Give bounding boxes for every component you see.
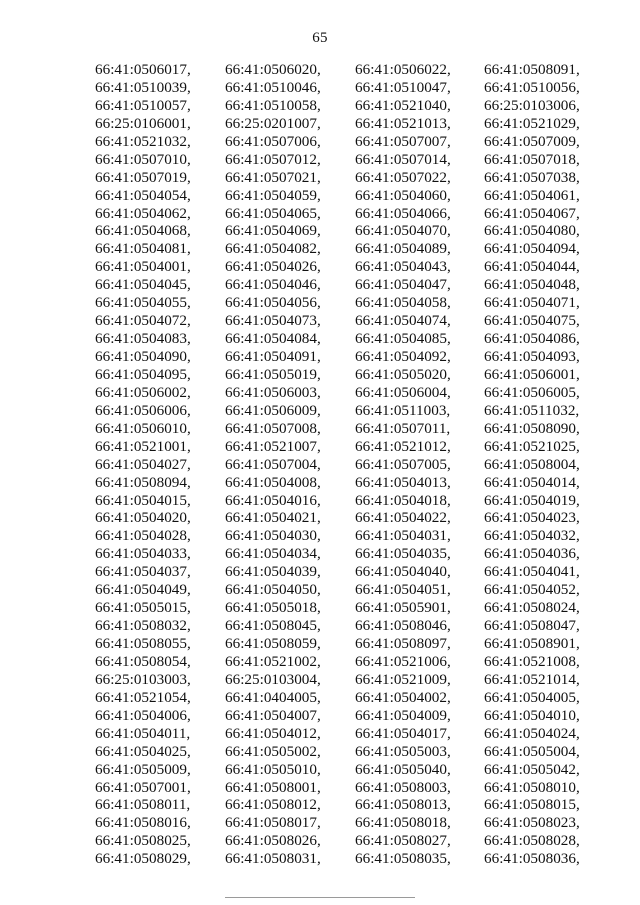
cadastral-number: 66:41:0504005,: [484, 688, 580, 706]
cadastral-number: 66:41:0504073,: [225, 312, 321, 330]
cadastral-number: 66:41:0504045,: [95, 276, 191, 294]
cadastral-number: 66:41:0508094,: [95, 473, 191, 491]
cadastral-number: 66:41:0506020,: [225, 61, 321, 78]
cadastral-number: 66:41:0505010,: [225, 760, 321, 778]
cadastral-number: 66:41:0504085,: [355, 330, 451, 348]
cadastral-number: 66:25:0103003,: [95, 670, 191, 688]
cadastral-number: 66:41:0507012,: [225, 150, 321, 168]
cadastral-number: 66:41:0504089,: [355, 240, 451, 258]
cadastral-number: 66:41:0508090,: [484, 419, 580, 437]
cadastral-number: 66:41:0506005,: [484, 383, 580, 401]
cadastral-number: 66:41:0504010,: [484, 706, 580, 724]
cadastral-number: 66:41:0504030,: [225, 527, 321, 545]
column-4: [484, 61, 580, 868]
cadastral-number: 66:41:0508026,: [225, 832, 321, 850]
cadastral-number: 66:41:0504037,: [95, 563, 191, 581]
cadastral-number: 66:41:0508017,: [225, 814, 321, 832]
cadastral-number: 66:41:0504025,: [95, 742, 191, 760]
cadastral-number: 66:41:0404005,: [225, 688, 321, 706]
cadastral-number: 66:25:0103004,: [225, 670, 321, 688]
cadastral-number: 66:41:0504008,: [225, 473, 321, 491]
cadastral-number: 66:41:0504074,: [355, 312, 451, 330]
cadastral-number: 66:41:0504093,: [484, 348, 580, 365]
cadastral-number: 66:41:0521054,: [95, 688, 191, 706]
cadastral-number: 66:41:0508015,: [484, 796, 580, 814]
cadastral-number: 66:41:0505020,: [355, 365, 451, 383]
cadastral-number: 66:41:0504044,: [484, 258, 580, 276]
cadastral-number: 66:41:0508901,: [484, 635, 580, 652]
cadastral-number: 66:41:0508045,: [225, 617, 321, 635]
cadastral-number: 66:41:0508055,: [95, 635, 191, 652]
cadastral-number: 66:41:0504046,: [225, 276, 321, 294]
cadastral-number: 66:41:0504021,: [225, 509, 321, 527]
cadastral-number: 66:25:0201007,: [225, 114, 321, 132]
cadastral-number: 66:41:0508003,: [355, 778, 451, 796]
cadastral-number: 66:41:0505009,: [95, 760, 191, 778]
cadastral-number: 66:41:0505002,: [225, 742, 321, 760]
cadastral-number: 66:41:0504034,: [225, 545, 321, 563]
cadastral-number: 66:41:0504069,: [225, 222, 321, 240]
cadastral-number: 66:41:0507022,: [355, 168, 451, 186]
cadastral-number: 66:41:0507007,: [355, 132, 451, 150]
cadastral-number: 66:41:0504022,: [355, 509, 451, 527]
cadastral-number: 66:41:0504031,: [355, 527, 451, 545]
cadastral-number: 66:41:0521009,: [355, 670, 451, 688]
cadastral-number: 66:41:0506001,: [484, 365, 580, 383]
cadastral-number: 66:41:0504058,: [355, 294, 451, 312]
cadastral-number: 66:41:0504020,: [95, 509, 191, 527]
cadastral-number: 66:41:0508023,: [484, 814, 580, 832]
cadastral-number: 66:41:0504092,: [355, 348, 451, 365]
cadastral-number: 66:41:0504023,: [484, 509, 580, 527]
cadastral-number: 66:41:0504065,: [225, 204, 321, 222]
cadastral-number: 66:41:0508010,: [484, 778, 580, 796]
cadastral-number: 66:25:0103006,: [484, 96, 580, 114]
column-2: [225, 61, 321, 868]
cadastral-number: 66:41:0521032,: [95, 132, 191, 150]
cadastral-number: 66:41:0508024,: [484, 599, 580, 617]
cadastral-number: 66:41:0507018,: [484, 150, 580, 168]
cadastral-number: 66:41:0504024,: [484, 724, 580, 742]
cadastral-number: 66:41:0508012,: [225, 796, 321, 814]
cadastral-number: 66:41:0504082,: [225, 240, 321, 258]
cadastral-number: 66:41:0504059,: [225, 186, 321, 204]
cadastral-number: 66:41:0504001,: [95, 258, 191, 276]
cadastral-number: 66:41:0504081,: [95, 240, 191, 258]
cadastral-number: 66:41:0507038,: [484, 168, 580, 186]
cadastral-number: 66:41:0504049,: [95, 581, 191, 599]
cadastral-number: 66:25:0106001,: [95, 114, 191, 132]
cadastral-number: 66:41:0510047,: [355, 78, 451, 96]
cadastral-number: 66:41:0521012,: [355, 437, 451, 455]
cadastral-number: 66:41:0508031,: [225, 850, 321, 868]
cadastral-number: 66:41:0504072,: [95, 312, 191, 330]
cadastral-number: 66:41:0507006,: [225, 132, 321, 150]
cadastral-number: 66:41:0504060,: [355, 186, 451, 204]
cadastral-number: 66:41:0507004,: [225, 455, 321, 473]
cadastral-number: 66:41:0504075,: [484, 312, 580, 330]
cadastral-number: 66:41:0504032,: [484, 527, 580, 545]
cadastral-number: 66:41:0521029,: [484, 114, 580, 132]
cadastral-number: 66:41:0506006,: [95, 401, 191, 419]
cadastral-number: 66:41:0504094,: [484, 240, 580, 258]
cadastral-number: 66:41:0504035,: [355, 545, 451, 563]
cadastral-number: 66:41:0504061,: [484, 186, 580, 204]
cadastral-number: 66:41:0508097,: [355, 635, 451, 652]
cadastral-number: 66:41:0505040,: [355, 760, 451, 778]
cadastral-number: 66:41:0505003,: [355, 742, 451, 760]
cadastral-number: 66:41:0510058,: [225, 96, 321, 114]
cadastral-number: 66:41:0508029,: [95, 850, 191, 868]
cadastral-number: 66:41:0521013,: [355, 114, 451, 132]
cadastral-number: 66:41:0504040,: [355, 563, 451, 581]
cadastral-number: 66:41:0510039,: [95, 78, 191, 96]
cadastral-number: 66:41:0504052,: [484, 581, 580, 599]
cadastral-number: 66:41:0505019,: [225, 365, 321, 383]
cadastral-number: 66:41:0504090,: [95, 348, 191, 365]
cadastral-number: 66:41:0504086,: [484, 330, 580, 348]
cadastral-number: 66:41:0508025,: [95, 832, 191, 850]
cadastral-number: 66:41:0504014,: [484, 473, 580, 491]
cadastral-number: 66:41:0521002,: [225, 652, 321, 670]
cadastral-number: 66:41:0504017,: [355, 724, 451, 742]
cadastral-number: 66:41:0506017,: [95, 61, 191, 78]
cadastral-number: 66:41:0504028,: [95, 527, 191, 545]
cadastral-number: 66:41:0504019,: [484, 491, 580, 509]
cadastral-number: 66:41:0504027,: [95, 455, 191, 473]
cadastral-number: 66:41:0504015,: [95, 491, 191, 509]
cadastral-number: 66:41:0507008,: [225, 419, 321, 437]
cadastral-number: 66:41:0521007,: [225, 437, 321, 455]
cadastral-number: 66:41:0506003,: [225, 383, 321, 401]
cadastral-number: 66:41:0504011,: [95, 724, 191, 742]
cadastral-number: 66:41:0508047,: [484, 617, 580, 635]
cadastral-number: 66:41:0504095,: [95, 365, 191, 383]
cadastral-number: 66:41:0508018,: [355, 814, 451, 832]
bottom-divider: [225, 897, 415, 898]
cadastral-number: 66:41:0508059,: [225, 635, 321, 652]
cadastral-number: 66:41:0504091,: [225, 348, 321, 365]
cadastral-number: 66:41:0504055,: [95, 294, 191, 312]
cadastral-number: 66:41:0504066,: [355, 204, 451, 222]
cadastral-number: 66:41:0508027,: [355, 832, 451, 850]
cadastral-number: 66:41:0504084,: [225, 330, 321, 348]
cadastral-number: 66:41:0504054,: [95, 186, 191, 204]
cadastral-number: 66:41:0504067,: [484, 204, 580, 222]
cadastral-number: 66:41:0504012,: [225, 724, 321, 742]
cadastral-number: 66:41:0506004,: [355, 383, 451, 401]
cadastral-number: 66:41:0505042,: [484, 760, 580, 778]
cadastral-number: 66:41:0521040,: [355, 96, 451, 114]
cadastral-number: 66:41:0504051,: [355, 581, 451, 599]
cadastral-number: 66:41:0504026,: [225, 258, 321, 276]
page-number: 65: [312, 30, 328, 46]
cadastral-number: 66:41:0511003,: [355, 401, 451, 419]
cadastral-number: 66:41:0508011,: [95, 796, 191, 814]
cadastral-number: 66:41:0508035,: [355, 850, 451, 868]
cadastral-number: 66:41:0504050,: [225, 581, 321, 599]
cadastral-number: 66:41:0508036,: [484, 850, 580, 868]
cadastral-number: 66:41:0504071,: [484, 294, 580, 312]
cadastral-number: 66:41:0505004,: [484, 742, 580, 760]
cadastral-number: 66:41:0521008,: [484, 652, 580, 670]
cadastral-number: 66:41:0504083,: [95, 330, 191, 348]
cadastral-number: 66:41:0505901,: [355, 599, 451, 617]
cadastral-number: 66:41:0508028,: [484, 832, 580, 850]
cadastral-number: 66:41:0504070,: [355, 222, 451, 240]
column-1: [95, 61, 191, 868]
cadastral-number: 66:41:0508001,: [225, 778, 321, 796]
cadastral-number: 66:41:0505018,: [225, 599, 321, 617]
cadastral-number: 66:41:0507019,: [95, 168, 191, 186]
cadastral-number: 66:41:0507005,: [355, 455, 451, 473]
cadastral-number: 66:41:0504009,: [355, 706, 451, 724]
cadastral-number: 66:41:0504033,: [95, 545, 191, 563]
cadastral-number: 66:41:0508046,: [355, 617, 451, 635]
cadastral-number: 66:41:0510057,: [95, 96, 191, 114]
cadastral-number: 66:41:0504080,: [484, 222, 580, 240]
cadastral-number: 66:41:0508032,: [95, 617, 191, 635]
cadastral-number: 66:41:0510056,: [484, 78, 580, 96]
cadastral-number: 66:41:0504018,: [355, 491, 451, 509]
cadastral-number: 66:41:0507011,: [355, 419, 451, 437]
cadastral-number: 66:41:0506002,: [95, 383, 191, 401]
cadastral-number: 66:41:0508004,: [484, 455, 580, 473]
cadastral-number: 66:41:0510046,: [225, 78, 321, 96]
cadastral-number: 66:41:0504068,: [95, 222, 191, 240]
cadastral-number: 66:41:0506009,: [225, 401, 321, 419]
cadastral-number: 66:41:0508013,: [355, 796, 451, 814]
cadastral-number: 66:41:0506022,: [355, 61, 451, 78]
cadastral-number: 66:41:0505015,: [95, 599, 191, 617]
cadastral-number: 66:41:0504039,: [225, 563, 321, 581]
cadastral-number: 66:41:0508091,: [484, 61, 580, 78]
cadastral-number: 66:41:0504041,: [484, 563, 580, 581]
cadastral-number: 66:41:0504056,: [225, 294, 321, 312]
cadastral-number: 66:41:0521025,: [484, 437, 580, 455]
cadastral-number: 66:41:0507009,: [484, 132, 580, 150]
cadastral-number: 66:41:0507014,: [355, 150, 451, 168]
column-3: [355, 61, 451, 868]
cadastral-number: 66:41:0504007,: [225, 706, 321, 724]
cadastral-number: 66:41:0508016,: [95, 814, 191, 832]
cadastral-number: 66:41:0504036,: [484, 545, 580, 563]
cadastral-number: 66:41:0507010,: [95, 150, 191, 168]
cadastral-number: 66:41:0504048,: [484, 276, 580, 294]
cadastral-number: 66:41:0504043,: [355, 258, 451, 276]
cadastral-number: 66:41:0521001,: [95, 437, 191, 455]
cadastral-number: 66:41:0511032,: [484, 401, 580, 419]
cadastral-number: 66:41:0521006,: [355, 652, 451, 670]
cadastral-number: 66:41:0507021,: [225, 168, 321, 186]
cadastral-number: 66:41:0504013,: [355, 473, 451, 491]
cadastral-number: 66:41:0504002,: [355, 688, 451, 706]
cadastral-number: 66:41:0504006,: [95, 706, 191, 724]
cadastral-number: 66:41:0504047,: [355, 276, 451, 294]
cadastral-number: 66:41:0521014,: [484, 670, 580, 688]
cadastral-number: 66:41:0507001,: [95, 778, 191, 796]
cadastral-number: 66:41:0504062,: [95, 204, 191, 222]
cadastral-number: 66:41:0506010,: [95, 419, 191, 437]
cadastral-number: 66:41:0508054,: [95, 652, 191, 670]
cadastral-number: 66:41:0504016,: [225, 491, 321, 509]
